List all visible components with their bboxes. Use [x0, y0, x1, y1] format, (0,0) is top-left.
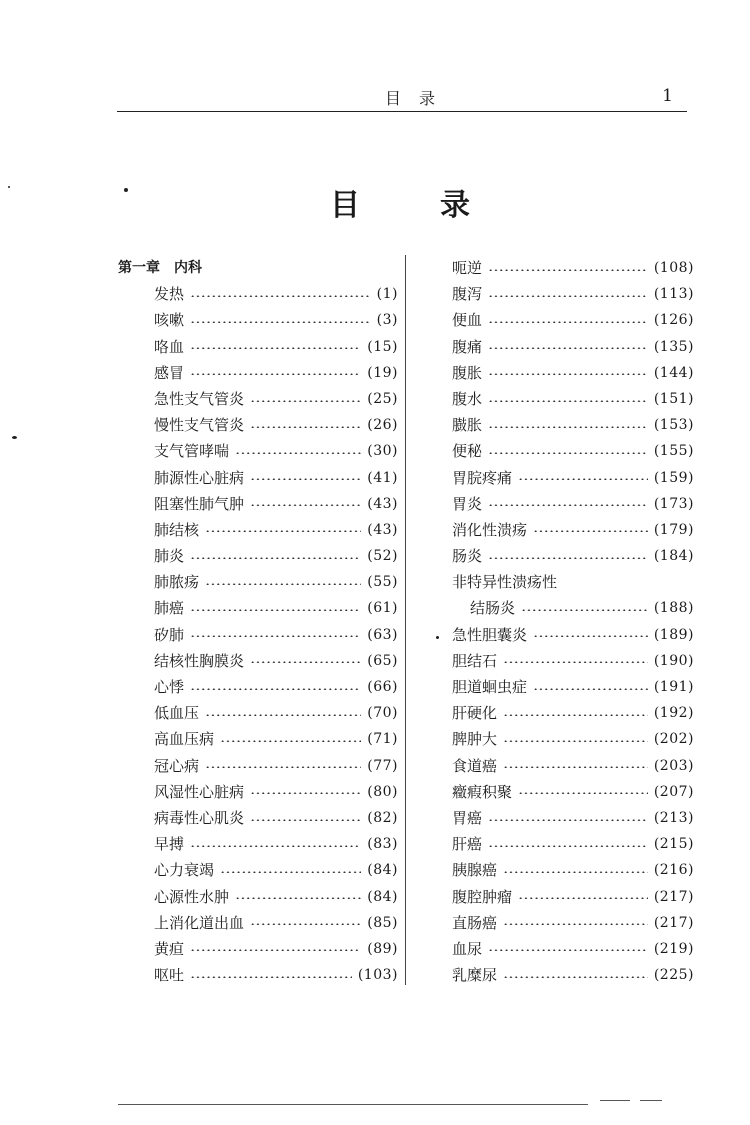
dot-leader [503, 871, 648, 873]
toc-entry-label: 便秘 [452, 442, 483, 461]
toc-entry-page: (61) [367, 600, 398, 617]
toc-entry [118, 360, 398, 386]
toc-entry-page: (188) [653, 600, 694, 617]
chapter-label: 第一章 内科 [118, 260, 202, 276]
dot-leader [190, 347, 361, 349]
toc-entry [452, 334, 694, 360]
toc-entry-label: 腹腔肿瘤 [452, 887, 513, 906]
dot-leader [488, 373, 648, 375]
dot-leader [521, 609, 648, 611]
dot-leader [503, 740, 648, 742]
toc-entry [452, 753, 694, 779]
toc-entry [118, 910, 398, 936]
toc-entry-label: 心源性水肿 [154, 887, 230, 906]
toc-entry [452, 910, 694, 936]
toc-entry-label: 冠心病 [154, 756, 200, 775]
toc-entry [452, 465, 694, 491]
scan-speck [124, 188, 128, 192]
toc-entry [118, 962, 398, 988]
toc-entry-label: 肝癌 [452, 835, 483, 854]
toc-entry [118, 622, 398, 648]
toc-entry [452, 648, 694, 674]
toc-entry-page: (63) [367, 626, 398, 643]
toc-entry-page: (108) [653, 260, 694, 276]
dot-leader [190, 976, 352, 978]
toc-entry [452, 255, 694, 281]
toc-entry-label: 阻塞性肺气肿 [154, 494, 245, 513]
toc-entry [118, 412, 398, 438]
dot-leader [190, 609, 361, 611]
toc-entry-label: 呕吐 [154, 966, 185, 985]
dot-leader [503, 766, 648, 768]
toc-entry [452, 726, 694, 752]
dot-leader [488, 452, 648, 454]
toc-entry-page: (77) [367, 757, 398, 774]
toc-entry-page: (189) [653, 626, 694, 643]
page-number: 1 [662, 86, 673, 106]
dot-leader [205, 530, 361, 532]
toc-entry [452, 962, 694, 988]
toc-entry [118, 465, 398, 491]
toc-entry [118, 805, 398, 831]
column-divider [405, 255, 406, 985]
toc-entry-label: 肝硬化 [452, 704, 498, 723]
dot-leader [533, 530, 648, 532]
toc-entry-page: (192) [653, 705, 694, 722]
toc-entry-page: (66) [367, 679, 398, 695]
dot-leader [190, 845, 361, 847]
toc-entry-page: (43) [367, 495, 398, 512]
toc-entry-page: (202) [653, 731, 694, 748]
dot-leader [190, 557, 361, 559]
dot-leader [190, 949, 361, 951]
dot-leader [250, 819, 361, 821]
dot-leader [250, 923, 361, 925]
toc-entry-label: 胃癌 [452, 808, 483, 827]
toc-subheading-label: 非特异性溃疡性 [452, 573, 558, 592]
toc-entry [118, 307, 398, 333]
toc-entry-page: (84) [367, 888, 398, 905]
toc-entry [452, 779, 694, 805]
toc-entry-page: (216) [653, 862, 694, 879]
toc-entry-label: 胰腺癌 [452, 861, 498, 880]
toc-entry-label: 心悸 [154, 678, 185, 696]
toc-entry [118, 281, 398, 307]
toc-entry-label: 低血压 [154, 704, 200, 723]
chapter-heading [118, 255, 398, 281]
dot-leader [488, 347, 648, 349]
toc-subheading [452, 569, 694, 595]
toc-entry [118, 543, 398, 569]
dot-leader [250, 504, 361, 506]
toc-entry [118, 857, 398, 883]
toc-entry-label: 心力衰竭 [154, 861, 215, 880]
dot-leader [488, 819, 648, 821]
dot-leader [220, 871, 361, 873]
toc-entry [118, 517, 398, 543]
toc-entry [118, 936, 398, 962]
dot-leader [205, 766, 361, 768]
toc-entry-label: 急性胆囊炎 [452, 625, 528, 644]
toc-entry [118, 831, 398, 857]
toc-entry [452, 543, 694, 569]
toc-entry-page: (89) [367, 940, 398, 957]
toc-entry-page: (25) [367, 390, 398, 407]
toc-entry-page: (113) [653, 286, 694, 303]
toc-entry-page: (103) [357, 967, 398, 984]
toc-entry-label: 矽肺 [154, 625, 185, 644]
dot-leader [518, 792, 648, 794]
toc-entry-page: (217) [653, 888, 694, 905]
toc-entry-page: (30) [367, 443, 398, 460]
dot-leader [205, 714, 361, 716]
footer-dash [640, 1100, 662, 1101]
page-title: 目录 [330, 188, 550, 223]
dot-leader [190, 373, 361, 375]
toc-entry [118, 674, 398, 700]
toc-entry-page: (151) [653, 390, 694, 407]
toc-entry-page: (85) [367, 914, 398, 931]
dot-leader [518, 478, 648, 480]
dot-leader [488, 504, 648, 506]
running-head-title: 目录 [385, 89, 454, 108]
toc-entry-label: 黄疸 [154, 939, 185, 958]
toc-entry [118, 648, 398, 674]
toc-entry-label: 食道癌 [452, 756, 498, 775]
dot-leader [250, 661, 361, 663]
toc-entry [452, 700, 694, 726]
scan-speck [12, 436, 17, 439]
toc-entry [118, 491, 398, 517]
toc-entry-label: 腹泻 [452, 285, 483, 304]
dot-leader [488, 949, 648, 951]
dot-leader [488, 426, 648, 428]
toc-entry [118, 884, 398, 910]
dot-leader [488, 400, 648, 402]
dot-leader [190, 321, 371, 323]
toc-entry [452, 412, 694, 438]
scan-speck [8, 186, 10, 188]
toc-entry-label: 癥瘕积聚 [452, 782, 513, 801]
toc-entry-page: (190) [653, 652, 694, 669]
toc-entry-page: (155) [653, 443, 694, 460]
dot-leader [518, 897, 648, 899]
toc-entry-label: 肺源性心脏病 [154, 468, 245, 487]
toc-entry-page: (225) [653, 967, 694, 984]
dot-leader [488, 269, 648, 271]
toc-entry-page: (179) [653, 521, 694, 538]
toc-entry-page: (84) [367, 862, 398, 879]
dot-leader [503, 661, 648, 663]
toc-entry [118, 726, 398, 752]
toc-entry-label: 肺炎 [154, 547, 185, 566]
toc-entry-page: (52) [367, 548, 398, 565]
scan-speck [436, 636, 439, 639]
toc-entry [452, 307, 694, 333]
dot-leader [250, 426, 361, 428]
toc-entry [452, 884, 694, 910]
toc-entry-label: 高血压病 [154, 730, 215, 749]
toc-entry-label: 腹胀 [452, 363, 483, 382]
dot-leader [235, 452, 361, 454]
toc-entry [452, 491, 694, 517]
toc-entry-page: (144) [653, 364, 694, 381]
toc-entry-label: 发热 [154, 285, 185, 304]
dot-leader [250, 792, 361, 794]
dot-leader [488, 845, 648, 847]
toc-entry-page: (65) [367, 652, 398, 669]
dot-leader [533, 688, 648, 690]
toc-entry [118, 779, 398, 805]
toc-entry-page: (159) [653, 469, 694, 486]
toc-entry [452, 386, 694, 412]
dot-leader [190, 295, 371, 297]
toc-entry [452, 857, 694, 883]
toc-entry-page: (126) [653, 312, 694, 329]
toc-entry-label: 血尿 [452, 939, 483, 958]
dot-leader [503, 976, 648, 978]
toc-entry-label: 臌胀 [452, 416, 483, 435]
toc-entry-label: 慢性支气管炎 [154, 416, 245, 435]
toc-entry-page: (80) [367, 783, 398, 800]
toc-entry [452, 674, 694, 700]
toc-entry [452, 936, 694, 962]
toc-entry-label: 早搏 [154, 835, 185, 854]
toc-left-column [118, 255, 398, 988]
toc-entry [452, 438, 694, 464]
dot-leader [190, 688, 361, 690]
toc-entry [118, 334, 398, 360]
toc-entry-label: 胃脘疼痛 [452, 468, 513, 487]
toc-right-column [452, 255, 694, 988]
toc-entry-page: (55) [367, 574, 398, 591]
toc-entry-page: (43) [367, 521, 398, 538]
footer-dash [600, 1100, 630, 1101]
toc-entry-label: 呃逆 [452, 259, 483, 277]
toc-entry-label: 上消化道出血 [154, 913, 245, 932]
toc-entry-label: 腹痛 [452, 337, 483, 356]
toc-entry-label: 病毒性心肌炎 [154, 808, 245, 827]
toc-entry-label: 脾肿大 [452, 730, 498, 749]
toc-entry [452, 360, 694, 386]
toc-entry-label: 胆道蛔虫症 [452, 678, 528, 696]
dot-leader [533, 635, 648, 637]
toc-entry-page: (191) [653, 679, 694, 695]
toc-entry-page: (26) [367, 417, 398, 434]
toc-entry-page: (153) [653, 417, 694, 434]
toc-entry [118, 595, 398, 621]
toc-entry-label: 肺结核 [154, 520, 200, 539]
toc-entry-page: (15) [367, 338, 398, 355]
toc-entry-page: (71) [367, 731, 398, 748]
dot-leader [503, 714, 648, 716]
toc-entry-label: 咳嗽 [154, 311, 185, 330]
toc-entry [452, 831, 694, 857]
running-head [117, 84, 687, 114]
toc-entry-label: 腹水 [452, 389, 483, 408]
toc-entry-page: (19) [367, 364, 398, 381]
toc-entry [452, 595, 694, 621]
toc-entry-label: 胃炎 [452, 494, 483, 513]
toc-entry [452, 805, 694, 831]
toc-entry-label: 肺癌 [154, 599, 185, 618]
toc-entry-page: (207) [653, 783, 694, 800]
toc-entry-label: 便血 [452, 311, 483, 330]
toc-entry-page: (184) [653, 548, 694, 565]
toc-entry-page: (70) [367, 705, 398, 722]
toc-entry-label: 感冒 [154, 363, 185, 382]
toc-entry-label: 肠炎 [452, 547, 483, 566]
dot-leader [503, 923, 648, 925]
toc-entry-page: (83) [367, 836, 398, 853]
toc-entry [452, 622, 694, 648]
toc-entry-label: 结核性胸膜炎 [154, 651, 245, 670]
toc-entry-page: (41) [367, 469, 398, 486]
toc-entry [118, 386, 398, 412]
toc-entry-label: 消化性溃疡 [452, 520, 528, 539]
toc-entry-page: (219) [653, 940, 694, 957]
toc-entry-label: 结肠炎 [470, 599, 516, 618]
toc-entry [452, 517, 694, 543]
toc-entry [118, 569, 398, 595]
dot-leader [488, 321, 648, 323]
toc-entry-page: (82) [367, 809, 398, 826]
toc-entry-label: 胆结石 [452, 651, 498, 670]
toc-entry-page: (215) [653, 836, 694, 853]
toc-entry-page: (217) [653, 914, 694, 931]
header-rule [117, 111, 687, 112]
toc-entry-label: 乳糜尿 [452, 966, 498, 985]
toc-entry [118, 753, 398, 779]
toc-entry-label: 风湿性心脏病 [154, 782, 245, 801]
toc-entry-page: (1) [376, 286, 398, 303]
toc-entry [452, 281, 694, 307]
toc-entry-page: (213) [653, 809, 694, 826]
toc-entry-label: 急性支气管炎 [154, 389, 245, 408]
toc-entry-page: (3) [376, 312, 398, 329]
dot-leader [220, 740, 361, 742]
dot-leader [190, 635, 361, 637]
dot-leader [250, 478, 361, 480]
dot-leader [250, 400, 361, 402]
toc-entry-label: 支气管哮喘 [154, 442, 230, 461]
toc-entry-page: (135) [653, 338, 694, 355]
dot-leader [488, 295, 648, 297]
toc-entry-label: 直肠癌 [452, 913, 498, 932]
toc-entry-page: (203) [653, 757, 694, 774]
dot-leader [488, 557, 648, 559]
toc-entry [118, 700, 398, 726]
footer-rule [118, 1104, 588, 1105]
toc-entry-label: 肺脓疡 [154, 573, 200, 592]
toc-entry-page: (173) [653, 495, 694, 512]
toc-entry [118, 438, 398, 464]
dot-leader [205, 583, 361, 585]
toc-entry-label: 咯血 [154, 337, 185, 356]
dot-leader [235, 897, 361, 899]
